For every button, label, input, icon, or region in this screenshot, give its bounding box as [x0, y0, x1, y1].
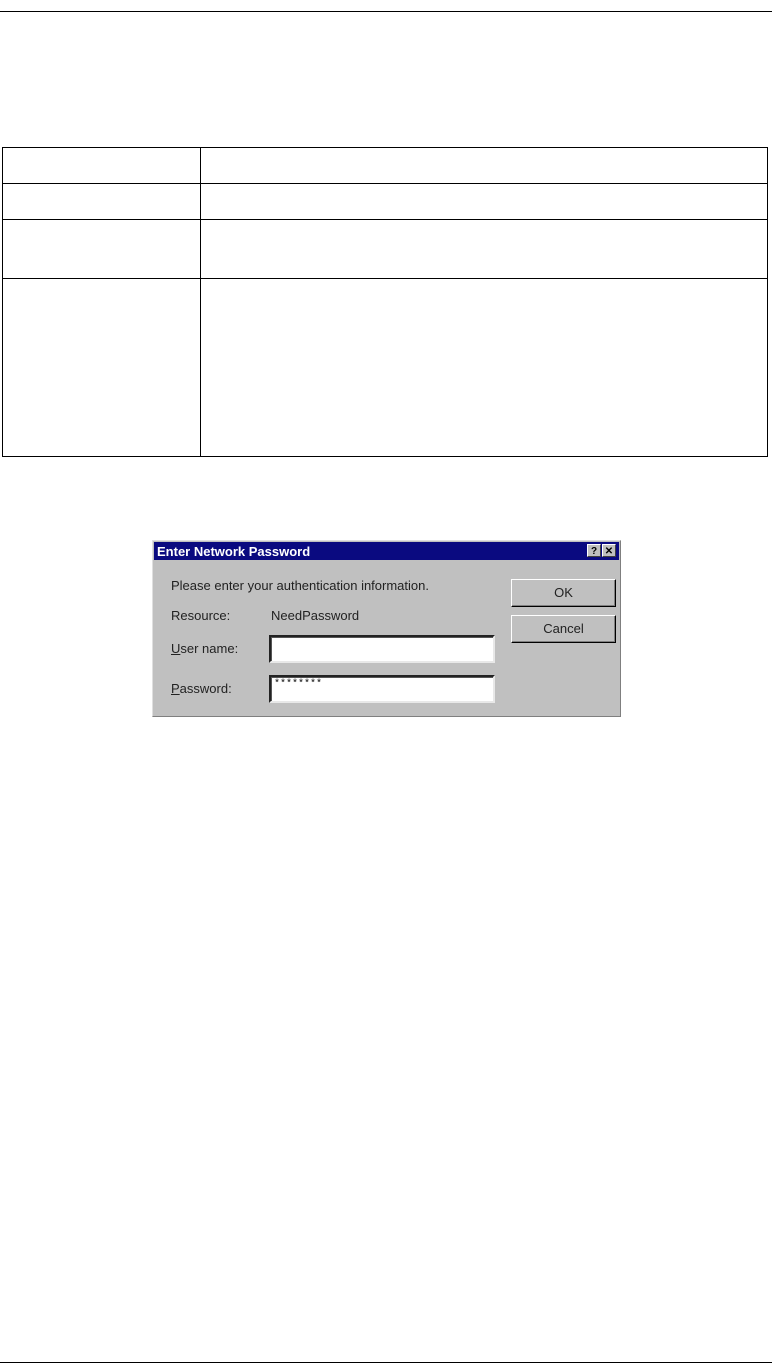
username-label-text: ser name: — [180, 641, 239, 656]
table-cell — [3, 148, 201, 184]
username-accel: U — [171, 641, 181, 656]
table-cell — [201, 220, 768, 279]
table-row — [3, 279, 768, 457]
resource-label: Resource: — [171, 608, 231, 623]
table-cell — [3, 184, 201, 220]
password-label — [171, 681, 232, 696]
table-row — [3, 184, 768, 220]
username-label — [171, 641, 238, 656]
password-accel: P — [171, 681, 180, 696]
footer-rule — [0, 1362, 772, 1363]
username-field[interactable] — [269, 635, 495, 663]
cancel-button[interactable]: Cancel — [511, 615, 616, 643]
resource-value: NeedPassword — [271, 608, 360, 623]
table-cell — [201, 279, 768, 457]
password-label-text: assword: — [179, 681, 232, 696]
table-row — [3, 148, 768, 184]
table-row — [3, 220, 768, 279]
network-password-dialog — [152, 540, 621, 717]
table-cell — [3, 220, 201, 279]
password-field[interactable]: ******** — [269, 675, 495, 703]
dialog-titlebar[interactable] — [154, 542, 619, 560]
table-cell — [201, 184, 768, 220]
help-icon[interactable]: ? — [587, 544, 601, 557]
header-rule — [0, 11, 772, 12]
empty-table — [2, 147, 768, 457]
dialog-title: Enter Network Password — [157, 544, 311, 559]
table-cell — [3, 279, 201, 457]
ok-button[interactable]: OK — [511, 579, 616, 607]
close-icon[interactable]: ✕ — [602, 544, 616, 557]
table-cell — [201, 148, 768, 184]
prompt-text: Please enter your authentication information. — [171, 578, 429, 593]
